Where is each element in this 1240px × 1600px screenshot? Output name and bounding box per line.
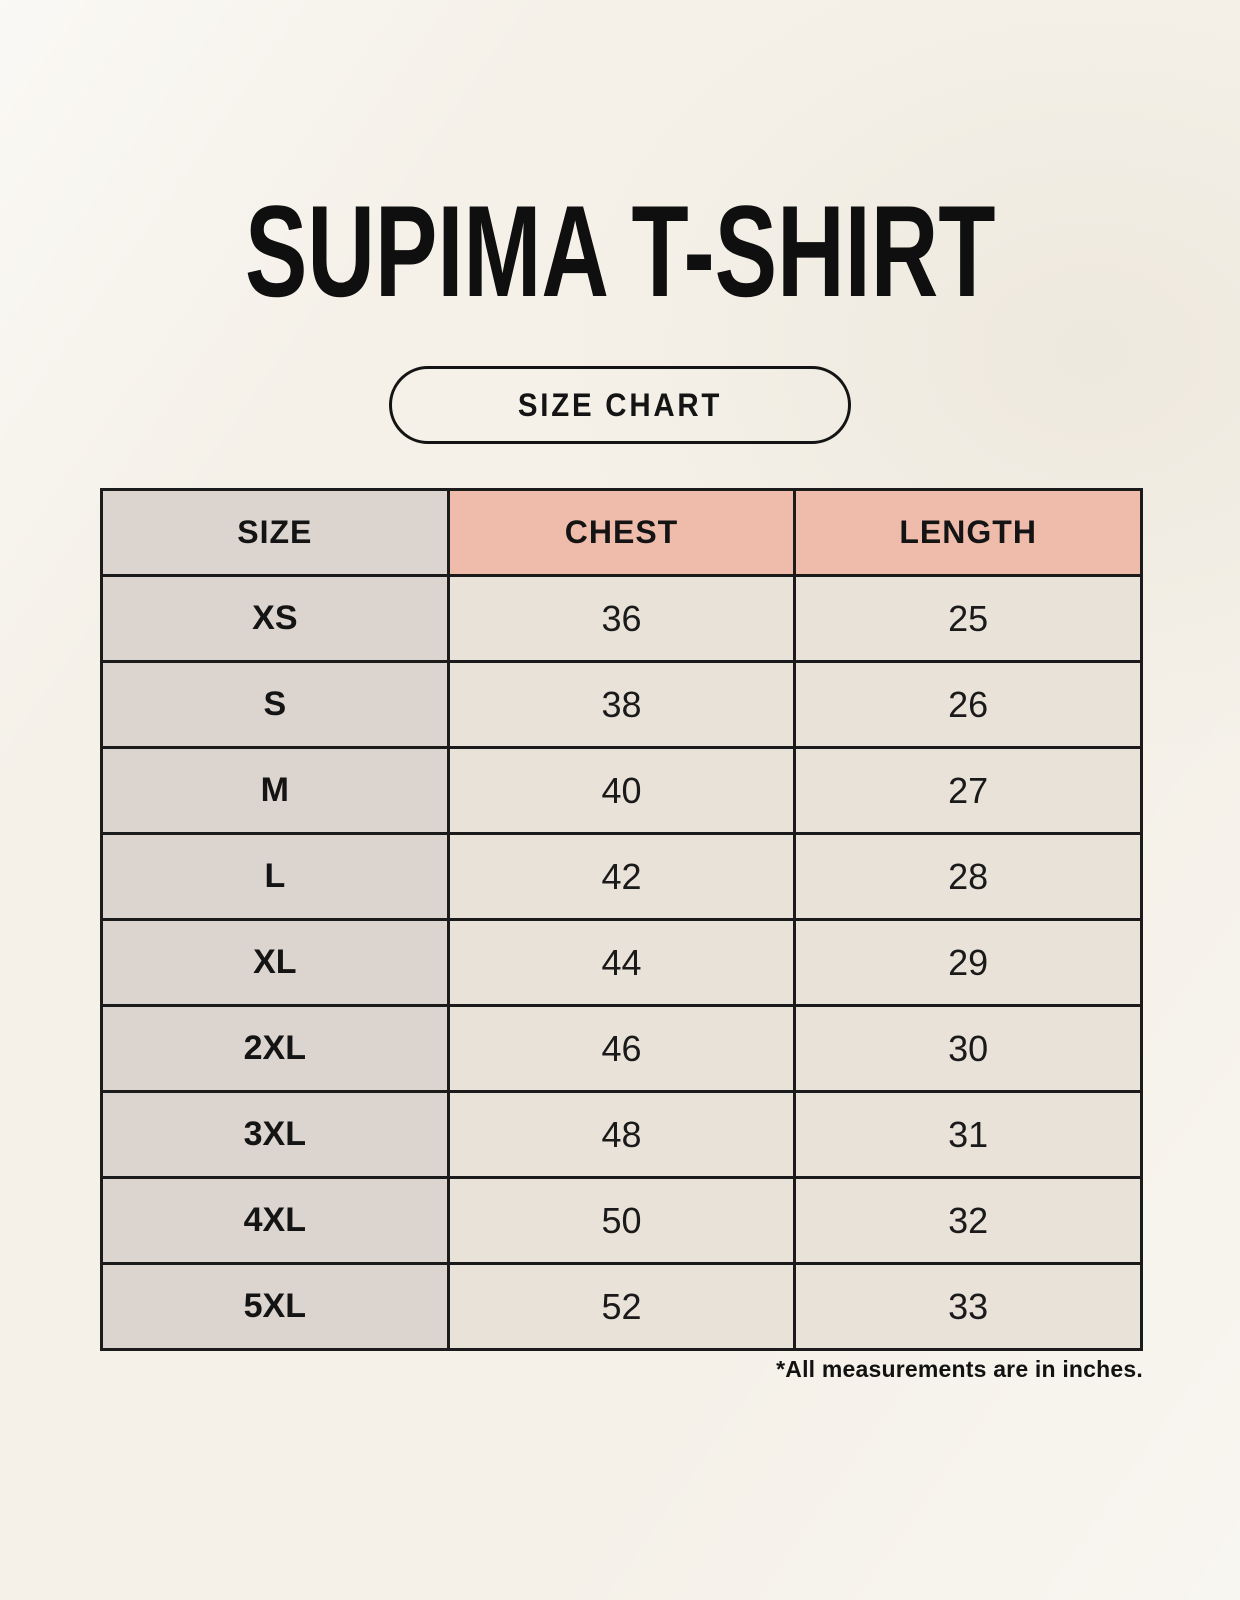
size-chart-table bbox=[100, 488, 1143, 1351]
header-cell-length: LENGTH bbox=[795, 490, 1142, 576]
size-label-cell: L bbox=[102, 834, 449, 920]
length-value-cell: 27 bbox=[795, 748, 1142, 834]
product-title-text: SUPIMA T-SHIRT bbox=[244, 178, 996, 324]
size-label-cell: S bbox=[102, 662, 449, 748]
chest-value-cell: 44 bbox=[448, 920, 795, 1006]
length-value-cell: 33 bbox=[795, 1264, 1142, 1350]
size-label-cell: 3XL bbox=[102, 1092, 449, 1178]
table-row bbox=[102, 920, 1142, 1006]
size-label-cell: 5XL bbox=[102, 1264, 449, 1350]
chest-value-cell: 42 bbox=[448, 834, 795, 920]
table-row bbox=[102, 748, 1142, 834]
chest-value-cell: 38 bbox=[448, 662, 795, 748]
table-row bbox=[102, 576, 1142, 662]
measurements-footnote: *All measurements are in inches. bbox=[776, 1356, 1143, 1382]
size-chart-badge-label: SIZE CHART bbox=[517, 386, 723, 423]
size-label-cell: XS bbox=[102, 576, 449, 662]
length-value-cell: 25 bbox=[795, 576, 1142, 662]
length-value-cell: 28 bbox=[795, 834, 1142, 920]
size-label-cell: XL bbox=[102, 920, 449, 1006]
page-title bbox=[0, 178, 1240, 324]
size-table-body bbox=[102, 576, 1142, 1350]
length-value-cell: 29 bbox=[795, 920, 1142, 1006]
length-value-cell: 30 bbox=[795, 1006, 1142, 1092]
size-label-cell: M bbox=[102, 748, 449, 834]
header-cell-chest: CHEST bbox=[448, 490, 795, 576]
table-row bbox=[102, 1264, 1142, 1350]
header-cell-size: SIZE bbox=[102, 490, 449, 576]
table-row bbox=[102, 1178, 1142, 1264]
length-value-cell: 31 bbox=[795, 1092, 1142, 1178]
table-row bbox=[102, 662, 1142, 748]
size-table-header bbox=[102, 490, 1142, 576]
size-label-cell: 2XL bbox=[102, 1006, 449, 1092]
header-row bbox=[102, 490, 1142, 576]
chest-value-cell: 52 bbox=[448, 1264, 795, 1350]
size-label-cell: 4XL bbox=[102, 1178, 449, 1264]
chest-value-cell: 48 bbox=[448, 1092, 795, 1178]
size-chart-badge bbox=[389, 366, 851, 444]
table-row bbox=[102, 1092, 1142, 1178]
table-row bbox=[102, 1006, 1142, 1092]
table-row bbox=[102, 834, 1142, 920]
chest-value-cell: 40 bbox=[448, 748, 795, 834]
chest-value-cell: 36 bbox=[448, 576, 795, 662]
length-value-cell: 26 bbox=[795, 662, 1142, 748]
chest-value-cell: 46 bbox=[448, 1006, 795, 1092]
length-value-cell: 32 bbox=[795, 1178, 1142, 1264]
chest-value-cell: 50 bbox=[448, 1178, 795, 1264]
